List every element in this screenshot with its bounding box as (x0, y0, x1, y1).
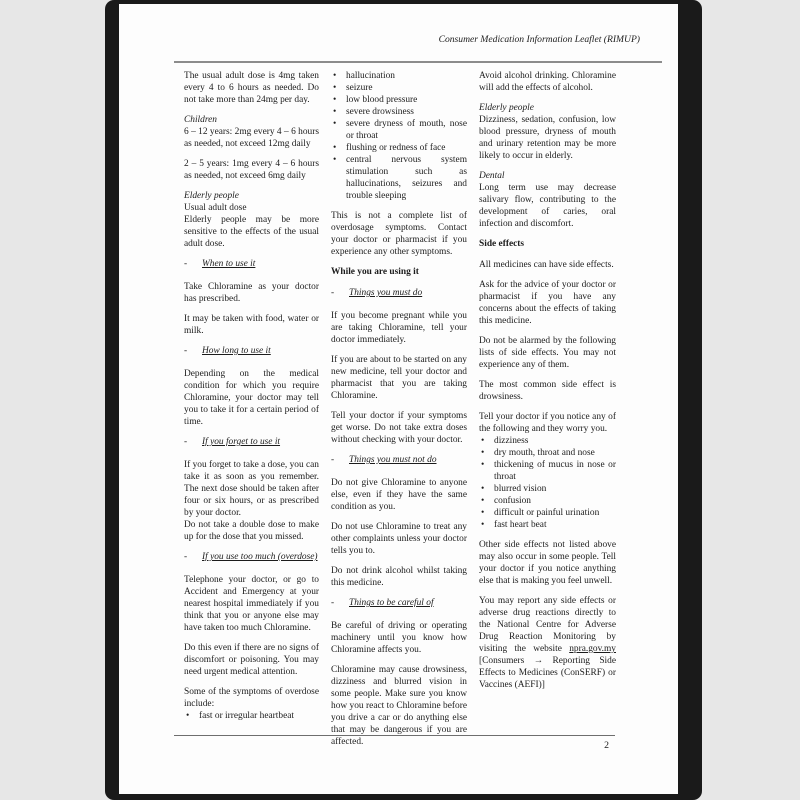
italic-label: Children (184, 115, 217, 125)
paragraph: Usual adult dose (184, 203, 247, 213)
italic-label: Elderly people (479, 103, 534, 113)
bullet-item: • hallucination (331, 70, 467, 82)
column-middle (331, 70, 467, 756)
paragraph: The most common side effect is drowsiness. (479, 380, 616, 402)
bullet-item: • dizziness (479, 435, 616, 447)
page-header-title: Consumer Medication Information Leaflet (RIMUP) (438, 34, 640, 45)
paragraph: 2 – 5 years: 1mg every 4 – 6 hours as needed, not exceed 6mg daily (184, 159, 319, 181)
subsection-heading (331, 287, 467, 299)
dash-marker: - (184, 346, 188, 356)
paragraph: Tell your doctor if you notice any of the following and they worry you. (479, 412, 616, 434)
subsection-heading (184, 551, 319, 563)
subsection-heading-text: Things you must do (349, 288, 423, 298)
bullet-item: • low blood pressure (331, 94, 467, 106)
subsection-heading-text: When to use it (202, 259, 256, 269)
paragraph: Do not take a double dose to make up for the dose that you missed. (184, 520, 319, 542)
paragraph: Some of the symptoms of overdose include: (184, 687, 319, 709)
section-heading: Side effects (479, 239, 525, 249)
bullet-item: • severe dryness of mouth, nose or throat (331, 118, 467, 142)
dash-marker: - (184, 259, 188, 269)
bullet-item: • confusion (479, 495, 616, 507)
column-right (479, 70, 616, 699)
subsection-heading-text: Things to be careful of (349, 598, 434, 608)
bullet-item: • flushing or redness of face (331, 142, 467, 154)
dash-marker: - (331, 455, 335, 465)
page-number: 2 (604, 740, 609, 751)
paragraph: Dizziness, sedation, confusion, low blood pressure, dryness of mouth and urinary retention may be more likely to occur in elderly. (479, 115, 616, 161)
paragraph: Tell your doctor if your symptoms get worse. Do not take extra doses without checking with your doctor. (331, 411, 467, 445)
section-heading: While you are using it (331, 267, 419, 277)
subsection-heading (184, 258, 319, 270)
dash-marker: - (184, 437, 188, 447)
paragraph: If you become pregnant while you are taking Chloramine, tell your doctor immediately. (331, 311, 467, 345)
npra-website-link[interactable]: npra.gov.my (569, 644, 616, 654)
subsection-heading (331, 597, 467, 609)
bullet-list (479, 435, 616, 531)
paragraph (479, 595, 616, 691)
bullet-item: • dry mouth, throat and nose (479, 447, 616, 459)
subsection-heading-text: If you use too much (overdose) (202, 552, 318, 562)
paragraph: Do not use Chloramine to treat any other complaints unless your doctor tells you to. (331, 522, 467, 556)
footer-rule (174, 735, 615, 736)
subsection-heading-text: Things you must not do (349, 455, 437, 465)
column-left (184, 70, 319, 730)
bullet-list (184, 710, 319, 722)
dash-marker: - (331, 288, 335, 298)
dash-marker: - (331, 598, 335, 608)
document-page (119, 4, 678, 794)
paragraph: Do this even if there are no signs of discomfort or poisoning. You may need urgent medical attention. (184, 643, 319, 677)
paragraph: Ask for the advice of your doctor or pharmacist if you have any concerns about the effects of taking this medicine. (479, 280, 616, 326)
subsection-heading-text: How long to use it (202, 346, 271, 356)
document-viewer-frame (105, 0, 702, 800)
paragraph: Be careful of driving or operating machinery until you know how Chloramine affects you. (331, 621, 467, 655)
text-segment: [Consumers → Reporting Side Effects to Medicines (ConSERF) or Vaccines (AEFI)] (479, 656, 616, 690)
paragraph: Depending on the medical condition for which you require Chloramine, your doctor may tell you to take it for a certain period of time. (184, 369, 319, 427)
paragraph: If you forget to take a dose, you can take it as soon as you remember. The next dose should be taken after four or six hours, or as prescribed by your doctor. (184, 460, 319, 518)
paragraph: Elderly people may be more sensitive to the effects of the usual adult dose. (184, 215, 319, 249)
paragraph: Other side effects not listed above may also occur in some people. Tell your doctor if you notice anything else that is making you feel unwell. (479, 540, 616, 586)
subsection-heading (184, 345, 319, 357)
subsection-heading (331, 454, 467, 466)
bullet-item: • difficult or painful urination (479, 507, 616, 519)
dash-marker: - (184, 552, 188, 562)
paragraph: Telephone your doctor, or go to Accident and Emergency at your nearest hospital immediately if you think that you or anyone else may have taken too much Chloramine. (184, 575, 319, 633)
paragraph: All medicines can have side effects. (479, 260, 614, 270)
bullet-item: • fast heart beat (479, 519, 616, 531)
bullet-item: • fast or irregular heartbeat (184, 710, 319, 722)
paragraph: Long term use may decrease salivary flow, contributing to the development of caries, oral infection and discomfort. (479, 183, 616, 229)
text-segment: You may report any side effects or adverse drug reactions directly to the National Centre for Adverse Drug Reaction Monitoring by visiting the website (479, 596, 616, 654)
subsection-heading-text: If you forget to use it (202, 437, 281, 447)
paragraph: Do not drink alcohol whilst taking this medicine. (331, 566, 467, 588)
paragraph: Chloramine may cause drowsiness, dizziness and blurred vision in some people. Make sure you know how you react to Chloramine before you drive a car or do anything else that may be dangerous if you are affected. (331, 665, 467, 747)
bullet-item: • seizure (331, 82, 467, 94)
bullet-list (331, 70, 467, 202)
header-rule (174, 61, 662, 63)
paragraph: Take Chloramine as your doctor has prescribed. (184, 282, 319, 304)
paragraph: Do not be alarmed by the following lists of side effects. You may not experience any of them. (479, 336, 616, 370)
bullet-item: • blurred vision (479, 483, 616, 495)
italic-label: Elderly people (184, 191, 239, 201)
paragraph: If you are about to be started on any new medicine, tell your doctor and pharmacist that you are taking Chloramine. (331, 355, 467, 401)
paragraph: Avoid alcohol drinking. Chloramine will add the effects of alcohol. (479, 71, 616, 93)
bullet-item: • severe drowsiness (331, 106, 467, 118)
paragraph: This is not a complete list of overdosage symptoms. Contact your doctor or pharmacist if you experience any other symptoms. (331, 211, 467, 257)
italic-label: Dental (479, 171, 505, 181)
paragraph: 6 – 12 years: 2mg every 4 – 6 hours as needed, not exceed 12mg daily (184, 127, 319, 149)
paragraph: It may be taken with food, water or milk. (184, 314, 319, 336)
bullet-item: • thickening of mucus in nose or throat (479, 459, 616, 483)
subsection-heading (184, 436, 319, 448)
paragraph: The usual adult dose is 4mg taken every 4 to 6 hours as needed. Do not take more than 24mg per day. (184, 71, 319, 105)
paragraph: Do not give Chloramine to anyone else, even if they have the same condition as you. (331, 478, 467, 512)
bullet-item: • central nervous system stimulation such as hallucinations, seizures and trouble sleeping (331, 154, 467, 202)
